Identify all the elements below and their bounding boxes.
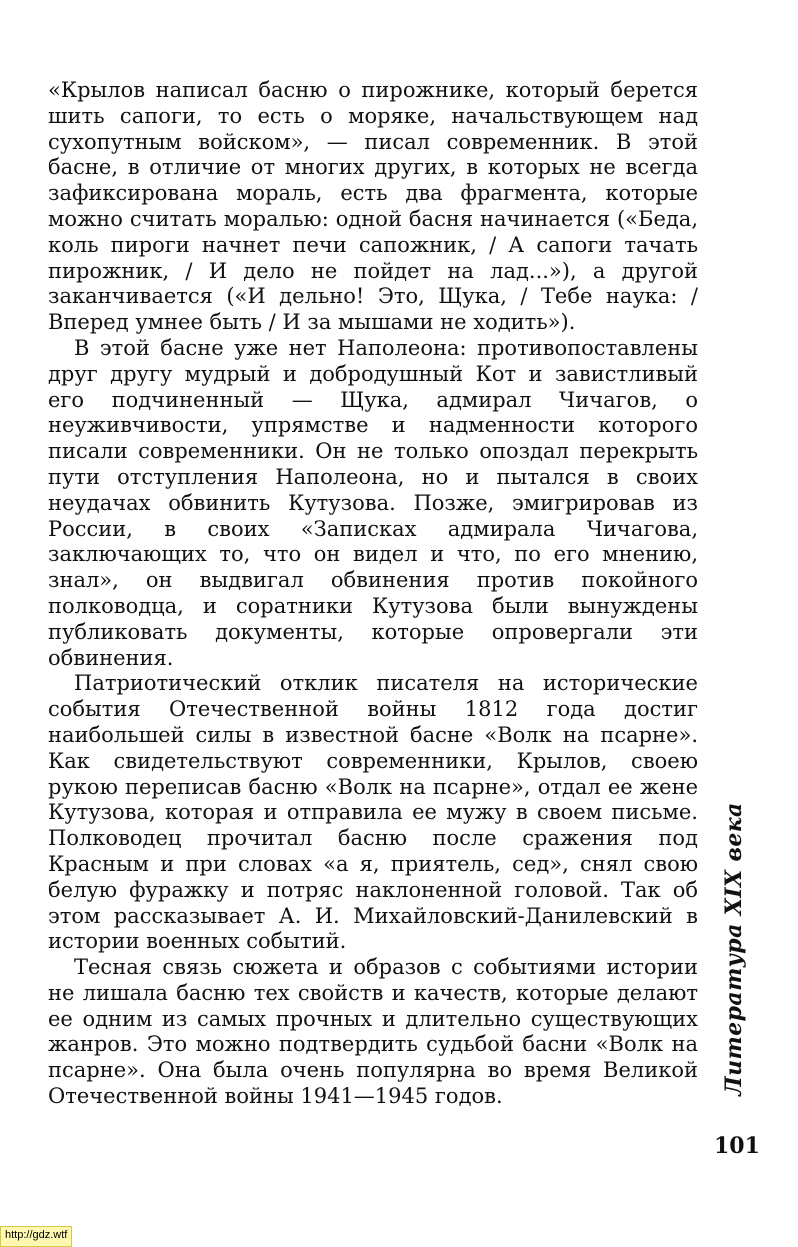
section-side-header (716, 802, 752, 1096)
section-side-header-text: Литература XIX века (721, 802, 747, 1096)
paragraph-2: В этой басне уже нет Наполеона: противопоставлены друг другу мудрый и добродушный Кот и завистливый его подчиненный — Щука, адмирал Чичагов, о неуживчивости, упрямстве и надменности которого писали современники. Он не только опоздал перекрыть пути отступления Наполеона, но и пытался в своих неудачах обвинить Кутузова. Позже, эмигрировав из России, в своих «Записках адмирала Чичагова, заключающих то, что он видел и что, по его мнению, знал», он выдвигал обвинения против покойного полководца, и соратники Кутузова были вынуждены публиковать документы, которые опровергали эти обвинения. (48, 335, 698, 670)
paragraph-1: «Крылов написал басню о пирожнике, который берется шить сапоги, то есть о моряке, начальствующем над сухопутным войском», — писал современник. В этой басне, в отличие от многих других, в которых не всегда зафиксирована мораль, есть два фрагмента, которые можно считать моралью: одной басня начинается («Беда, коль пироги начнет печи сапожник, / А сапоги тачать пирожник, / И дело не пойдет на лад...»), а другой заканчивается («И дельно! Это, Щука, / Тебе наука: / Вперед умнее быть / И за мышами не ходить»). (48, 78, 698, 335)
paragraph-4: Тесная связь сюжета и образов с событиями истории не лишала басню тех свойств и качеств, которые делают ее одним из самых прочных и длительно существующих жанров. Это можно подтвердить судьбой басни «Волк на псарне». Она была очень популярна во время Великой Отечественной войны 1941—1945 годов. (48, 955, 698, 1109)
paragraph-3: Патриотический отклик писателя на исторические события Отечественной войны 1812 года достиг наибольшей силы в известной басне «Волк на псарне». Как свидетельствуют современники, Крылов, своею рукою переписав басню «Волк на псарне», отдал ее жене Кутузова, которая и отправила ее мужу в своем письме. Полководец прочитал басню после сражения под Красным и при словах «а я, приятель, сед», снял свою белую фуражку и потряс наклоненной головой. Так об этом рассказывает А. И. Михайловский-Данилевский в истории военных событий. (48, 671, 698, 954)
watermark-link[interactable]: http://gdz.wtf (0, 1226, 72, 1247)
page-body-text (48, 78, 698, 1110)
page-number: 101 (714, 1133, 760, 1159)
